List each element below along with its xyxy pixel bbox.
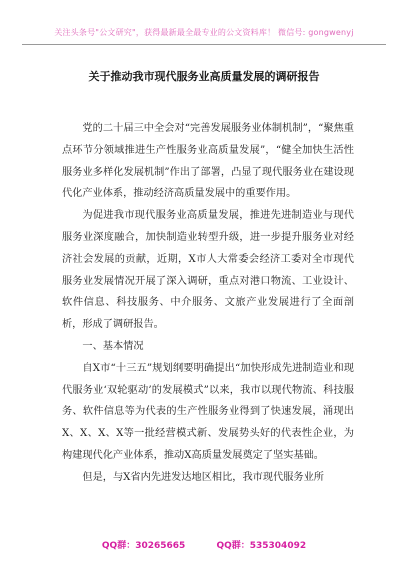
footer-contacts <box>0 538 408 551</box>
document-body <box>62 118 354 489</box>
paragraph-comparison: 但是，与X省内先进发达地区相比，我市现代服务业所 <box>82 471 324 483</box>
footer-qq-group-1: QQ群：30265665 <box>101 541 186 551</box>
paragraph-basic-situation: 自X市“十三五”规划纲要明确提出“加快形成先进制造业和现代服务业‘双轮驱动’的发展模式”以来，我市以现代物流、科技服务、软件信息等为代表的生产性服务业得到了快速发展，涌现出X、X、X、X等一批经营模式新、发展势头好的代表性企业，为构建现代化产业体系，推动X高质量发展奠定了坚实基础。 <box>62 362 354 461</box>
header-notice: 关注头条号"公文研究"，获得最新最全最专业的公文资料库！ 微信号: gongwenyj <box>54 28 354 37</box>
document-title: 关于推动我市现代服务业高质量发展的调研报告 <box>88 70 320 83</box>
section-heading: 一、基本情况 <box>82 340 144 352</box>
footer-qq-group-2: QQ群：535304092 <box>216 541 307 551</box>
paragraph-intro: 党的二十届三中全会对“完善发展服务业体制机制”，“聚焦重点环节分领域推进生产性服务业高质量发展”，“健全加快生活性服务业多样化发展机制”作出了部署，凸显了现代服务业在建设现代化产业体系，推动经济高质量发展中的重要作用。 <box>62 123 354 200</box>
header-divider <box>22 44 386 45</box>
paragraph-purpose: 为促进我市现代服务业高质量发展，推进先进制造业与现代服务业深度融合，加快制造业转型升级，进一步提升服务业对经济社会发展的贡献，近期，X市人大常委会经济工委对全市现代服务业发展情况开展了深入调研，重点对港口物流、工业设计、软件信息、科技服务、中介服务、文旅产业发展进行了全面剖析，形成了调研报告。 <box>62 210 354 331</box>
